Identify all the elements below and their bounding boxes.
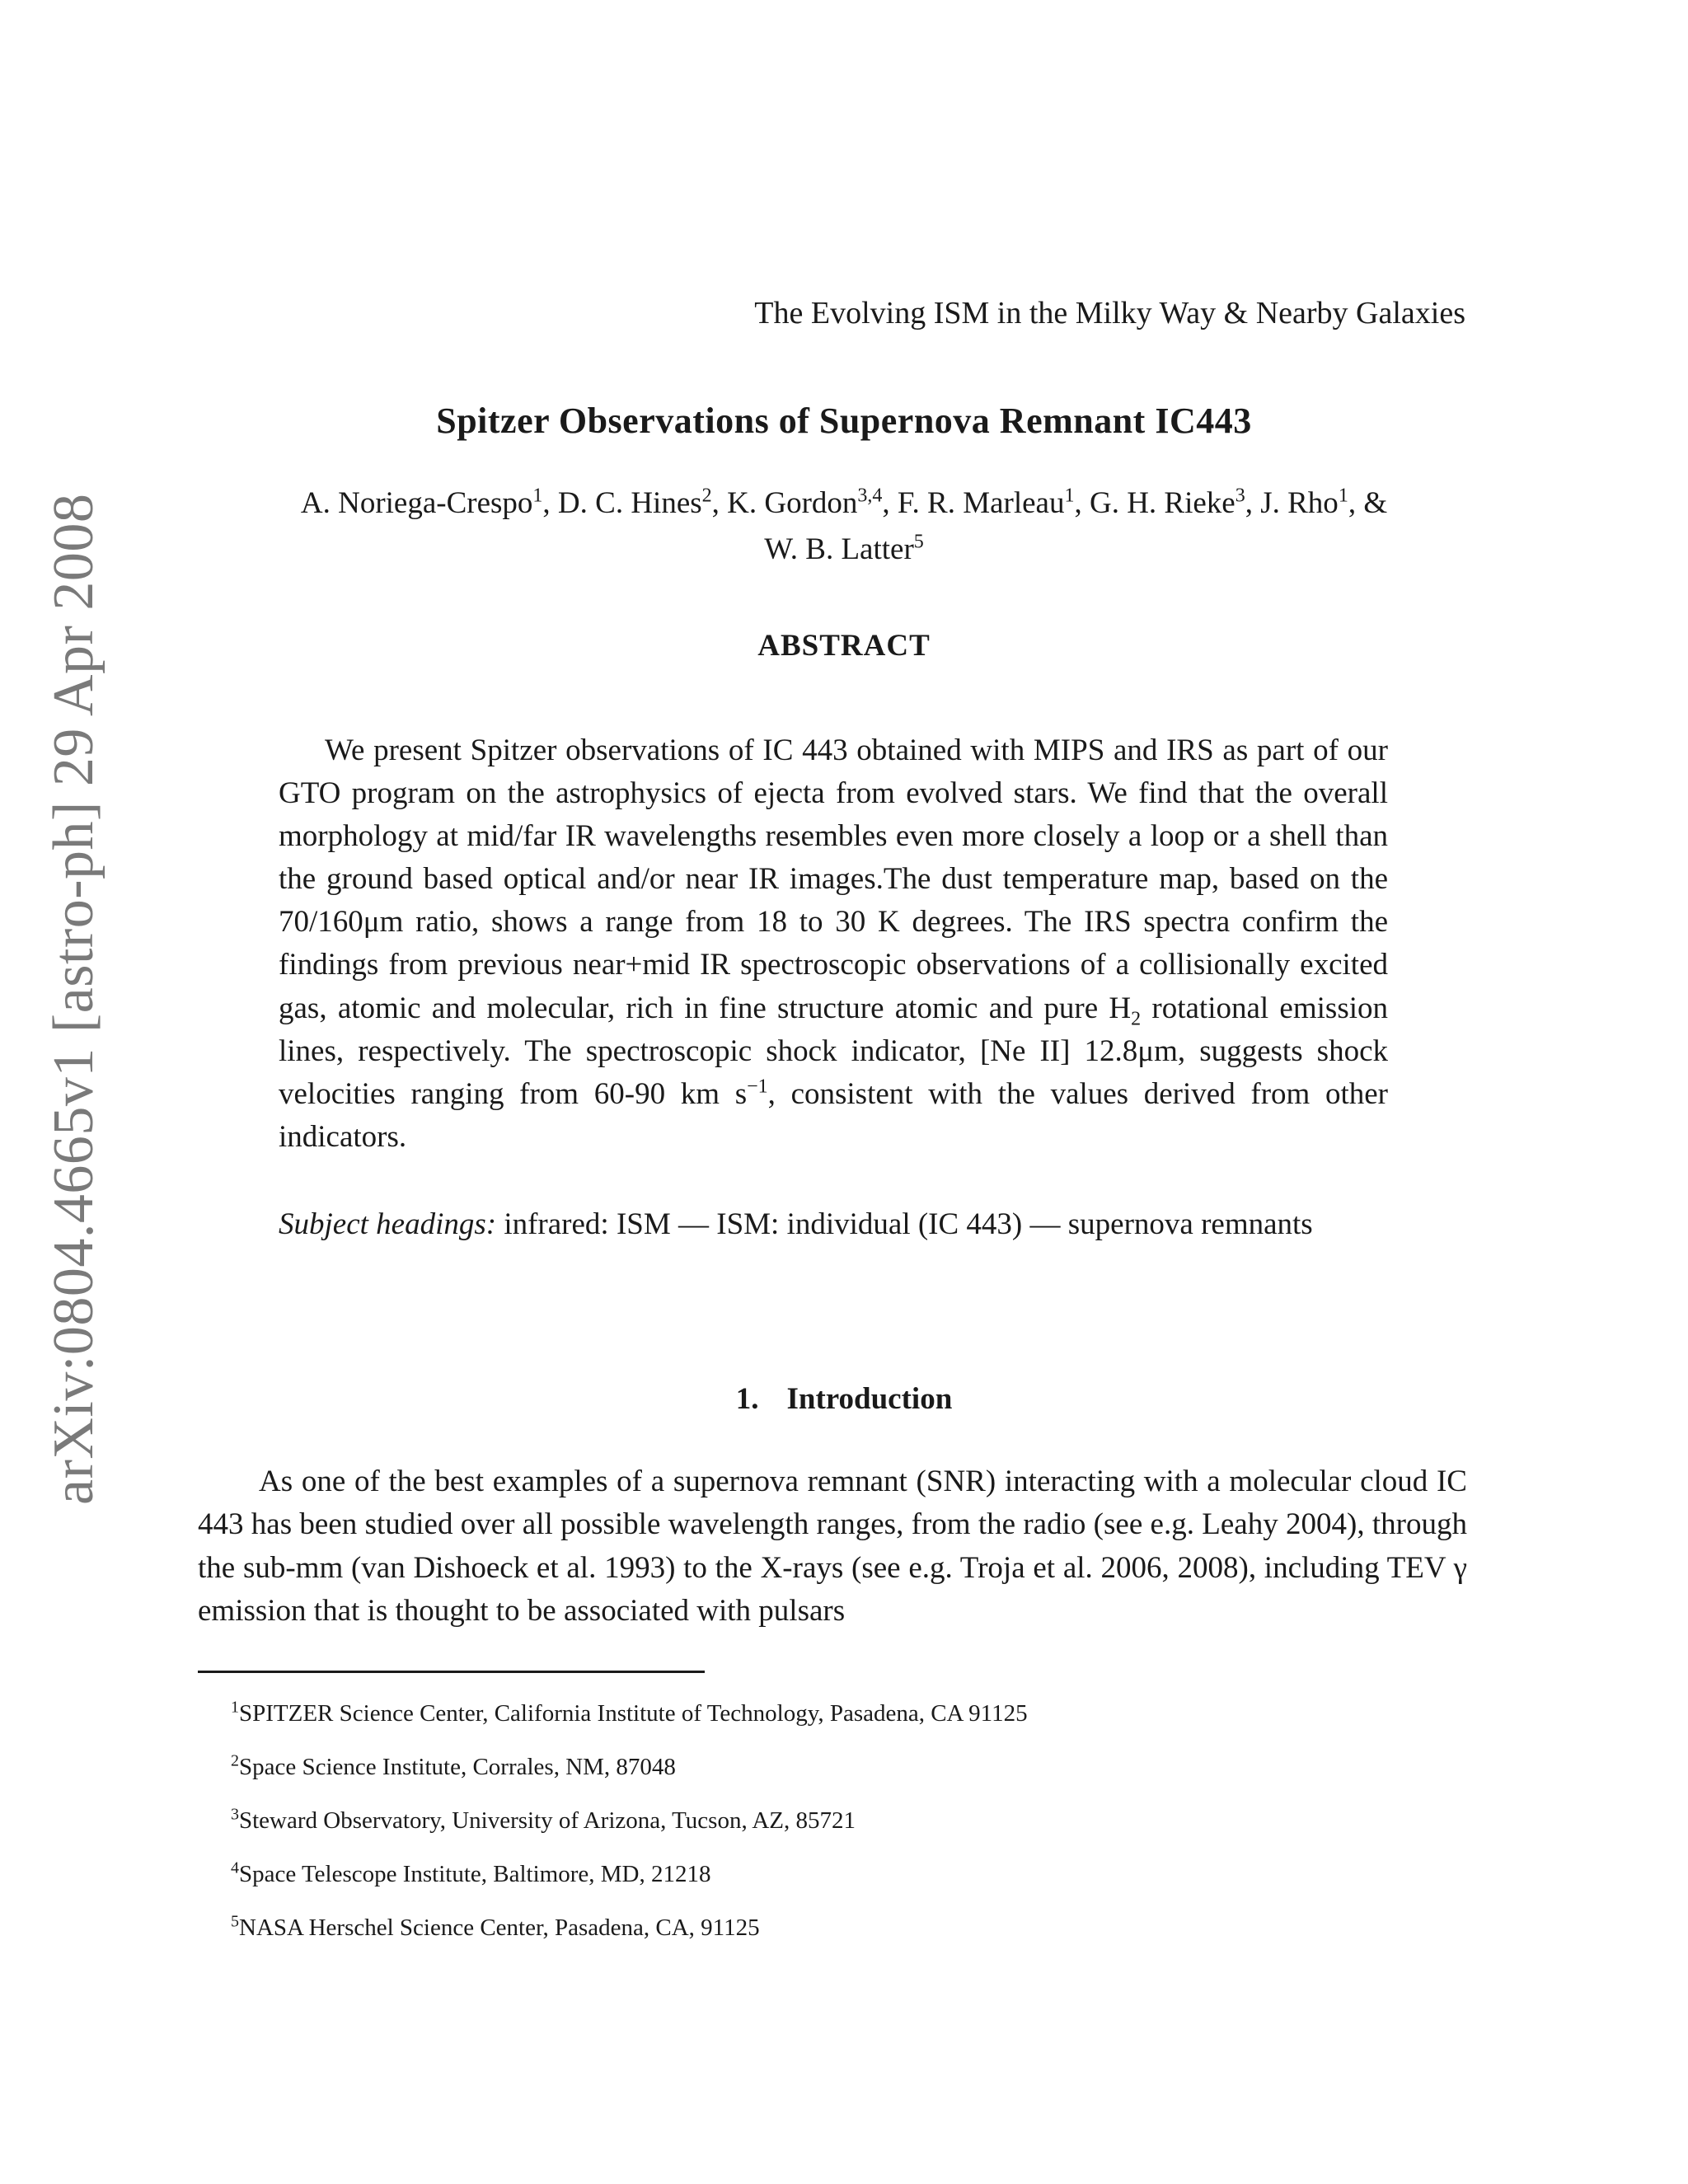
author-affiliation-mark: 1 (1064, 485, 1075, 507)
footnote-divider (198, 1671, 705, 1673)
section-title: Introduction (786, 1382, 953, 1416)
author-name: A. Noriega-Crespo (300, 486, 533, 520)
author-separator: , & (1348, 486, 1388, 520)
abstract-text-part: , consistent with the values derived from other indicators. (279, 1076, 1388, 1154)
footnote-text: Space Science Institute, Corrales, NM, 87048 (239, 1754, 676, 1780)
conference-header: The Evolving ISM in the Milky Way & Nearby Galaxies (754, 296, 1465, 330)
section-heading (0, 1381, 1688, 1417)
abstract-text (279, 729, 1388, 1159)
footnote-number: 5 (231, 1912, 239, 1931)
footnote-text: Space Telescope Institute, Baltimore, MD, 21218 (239, 1861, 711, 1887)
abstract-superscript: −1 (747, 1076, 768, 1098)
author (764, 532, 924, 566)
author (1260, 486, 1387, 520)
author-name: W. B. Latter (764, 532, 914, 566)
abstract-text-part: We present Spitzer observations of IC 443 obtained with MIPS and IRS as part of our GTO program on the astrophysics of ejecta from evolved stars. We find that the overall morphology at mid/far IR wavelengths resembles even more closely a loop or a shell than the ground based optical and/or near IR images.The dust temperature map, based on the 70/160μm ratio, shows a range from 18 to 30 K degrees. The IRS spectra confirm the findings from previous near+mid IR spectroscopic observations of a collisionally excited gas, atomic and molecular, rich in fine structure atomic and pure H (279, 733, 1388, 1025)
footnote (231, 1749, 1467, 1802)
footnote-list (231, 1695, 1467, 1963)
author-affiliation-mark: 5 (913, 531, 924, 553)
author-name: D. C. Hines (557, 486, 702, 520)
author-affiliation-mark: 3 (1235, 485, 1245, 507)
author (301, 486, 558, 520)
author (898, 486, 1090, 520)
subject-headings-text: infrared: ISM — ISM: individual (IC 443) — supernova remnants (496, 1207, 1313, 1241)
abstract-text-part: rotational emission lines, respectively. The spectroscopic shock indicator, [Ne II] 12.8μm, suggests shock velocities ranging from 60-90 km s (279, 991, 1388, 1111)
footnote (231, 1802, 1467, 1856)
footnote (231, 1856, 1467, 1910)
footnote-number: 3 (231, 1805, 239, 1824)
author-name: K. Gordon (727, 486, 858, 520)
author-affiliation-mark: 1 (1338, 485, 1348, 507)
author (727, 486, 898, 520)
author-affiliation-mark: 3,4 (857, 485, 883, 507)
author-name: F. R. Marleau (897, 486, 1065, 520)
footnote-number: 4 (231, 1858, 239, 1877)
footnote (231, 1910, 1467, 1963)
abstract-subscript: 2 (1131, 1007, 1142, 1029)
author-separator: , (1245, 486, 1261, 520)
author-name: J. Rho (1260, 486, 1339, 520)
author-separator: , (542, 486, 558, 520)
footnote-number: 2 (231, 1751, 239, 1770)
abstract-heading: ABSTRACT (757, 629, 931, 663)
intro-paragraph: As one of the best examples of a supernova remnant (SNR) interacting with a molecular cloud IC 443 has been studied over all possible wavelength ranges, from the radio (see e.g. Leahy 2004), through the sub-mm (van Dishoeck et al. 1993) to the X-rays (see e.g. Troja et al. 2006, 2008), including TEV γ emission that is thought to be associated with pulsars (198, 1465, 1467, 1629)
author-list (198, 480, 1490, 573)
subject-headings-label: Subject headings: (279, 1207, 497, 1241)
footnote-number: 1 (231, 1698, 239, 1717)
footnote (231, 1695, 1467, 1749)
section-number: 1. (735, 1382, 759, 1416)
author-separator: , (1074, 486, 1090, 520)
footnote-text: NASA Herschel Science Center, Pasadena, CA, 91125 (239, 1915, 760, 1941)
arxiv-identifier-stamp: arXiv:0804.4665v1 [astro-ph] 29 Apr 2008 (42, 493, 106, 1505)
author-name: G. H. Rieke (1089, 486, 1236, 520)
subject-headings (279, 1203, 1388, 1246)
author-separator: , (711, 486, 728, 520)
paper-title: Spitzer Observations of Supernova Remnant IC443 (436, 401, 1252, 441)
author-affiliation-mark: 1 (532, 485, 543, 507)
author-separator: , (882, 486, 898, 520)
author (1090, 486, 1260, 520)
footnote-text: Steward Observatory, University of Arizona, Tucson, AZ, 85721 (239, 1807, 856, 1834)
footnote-text: SPITZER Science Center, California Institute of Technology, Pasadena, CA 91125 (239, 1700, 1028, 1727)
author-affiliation-mark: 2 (701, 485, 712, 507)
author (558, 486, 727, 520)
